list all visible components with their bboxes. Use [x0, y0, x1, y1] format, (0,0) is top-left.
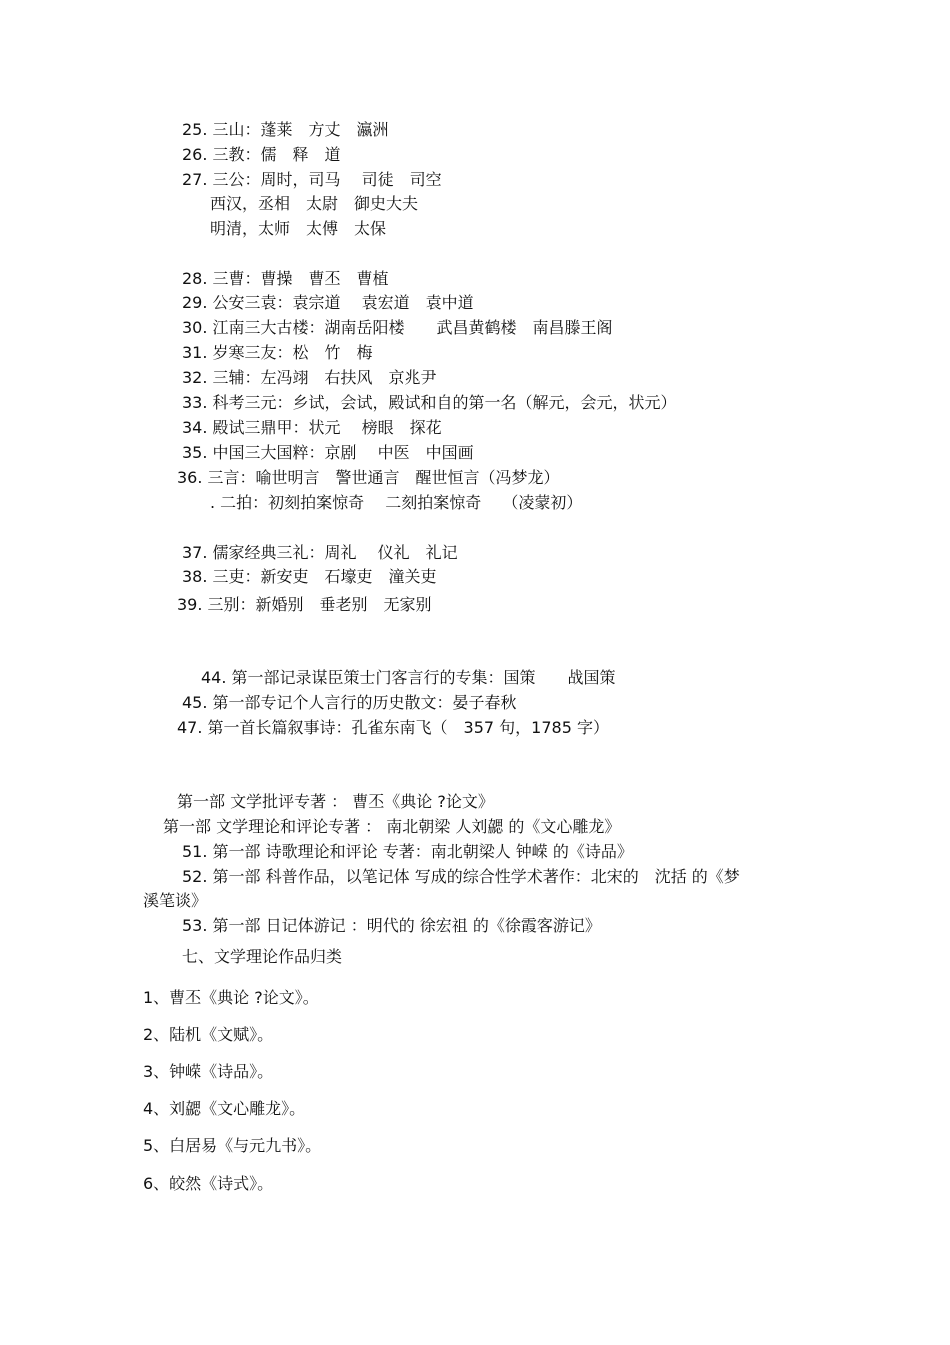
text-line: 35. 中国三大国粹：京剧 中医 中国画 [182, 443, 474, 462]
text-line: 32. 三辅：左冯翊 右扶风 京兆尹 [182, 368, 437, 387]
text-line: . 二拍：初刻拍案惊奇 二刻拍案惊奇 （凌蒙初） [210, 493, 583, 512]
text-line: 45. 第一部专记个人言行的历史散文：晏子春秋 [182, 693, 517, 712]
list-item: 3、钟嵘《诗品》。 [143, 1062, 274, 1081]
list-item: 6、皎然《诗式》。 [143, 1174, 274, 1193]
list-item: 4、刘勰《文心雕龙》。 [143, 1099, 306, 1118]
text-line: 第一部 文学理论和评论专著 ： 南北朝梁 人刘勰 的《文心雕龙》 [163, 817, 621, 836]
text-line: 51. 第一部 诗歌理论和评论 专著：南北朝梁人 钟嵘 的《诗品》 [182, 842, 633, 861]
text-line: 38. 三吏：新安吏 石壕吏 潼关吏 [182, 567, 437, 586]
text-line: 52. 第一部 科普作品，以笔记体 写成的综合性学术著作：北宋的 沈括 的《梦 [182, 867, 740, 886]
text-line: 明清，太师 太傅 太保 [210, 219, 387, 238]
text-line: 31. 岁寒三友：松 竹 梅 [182, 343, 373, 362]
text-line: 西汉，丞相 太尉 御史大夫 [210, 194, 419, 213]
text-line: 29. 公安三袁：袁宗道 袁宏道 袁中道 [182, 293, 474, 312]
text-line: 30. 江南三大古楼：湖南岳阳楼 武昌黄鹤楼 南昌滕王阁 [182, 318, 613, 337]
text-line: 39. 三别：新婚别 垂老别 无家别 [177, 595, 432, 614]
text-line: 47. 第一首长篇叙事诗：孔雀东南飞（ 357 句，1785 字） [177, 718, 609, 737]
list-item: 5、白居易《与元九书》。 [143, 1136, 322, 1155]
section-heading: 七、文学理论作品归类 [182, 947, 343, 966]
text-line: 33. 科考三元：乡试，会试，殿试和自的第一名（解元，会元，状元） [182, 393, 677, 412]
text-line: 28. 三曹：曹操 曹丕 曹植 [182, 269, 389, 288]
list-item: 1、曹丕《典论 ?论文》。 [143, 988, 319, 1007]
text-line: 第一部 文学批评专著 ： 曹丕《典论 ?论文》 [177, 792, 494, 811]
text-line: 26. 三教：儒 释 道 [182, 145, 341, 164]
text-line: 37. 儒家经典三礼：周礼 仪礼 礼记 [182, 543, 458, 562]
list-item: 2、陆机《文赋》。 [143, 1025, 274, 1044]
text-line: 36. 三言：喻世明言 警世通言 醒世恒言（冯梦龙） [177, 468, 560, 487]
text-line: 53. 第一部 日记体游记 ：明代的 徐宏祖 的《徐霞客游记》 [182, 916, 601, 935]
text-line: 25. 三山：蓬莱 方丈 瀛洲 [182, 120, 389, 139]
text-line: 溪笔谈》 [143, 891, 208, 910]
text-line: 34. 殿试三鼎甲：状元 榜眼 探花 [182, 418, 442, 437]
text-line: 44. 第一部记录谋臣策士门客言行的专集：国策 战国策 [201, 668, 616, 687]
text-line: 27. 三公：周时，司马 司徒 司空 [182, 170, 442, 189]
